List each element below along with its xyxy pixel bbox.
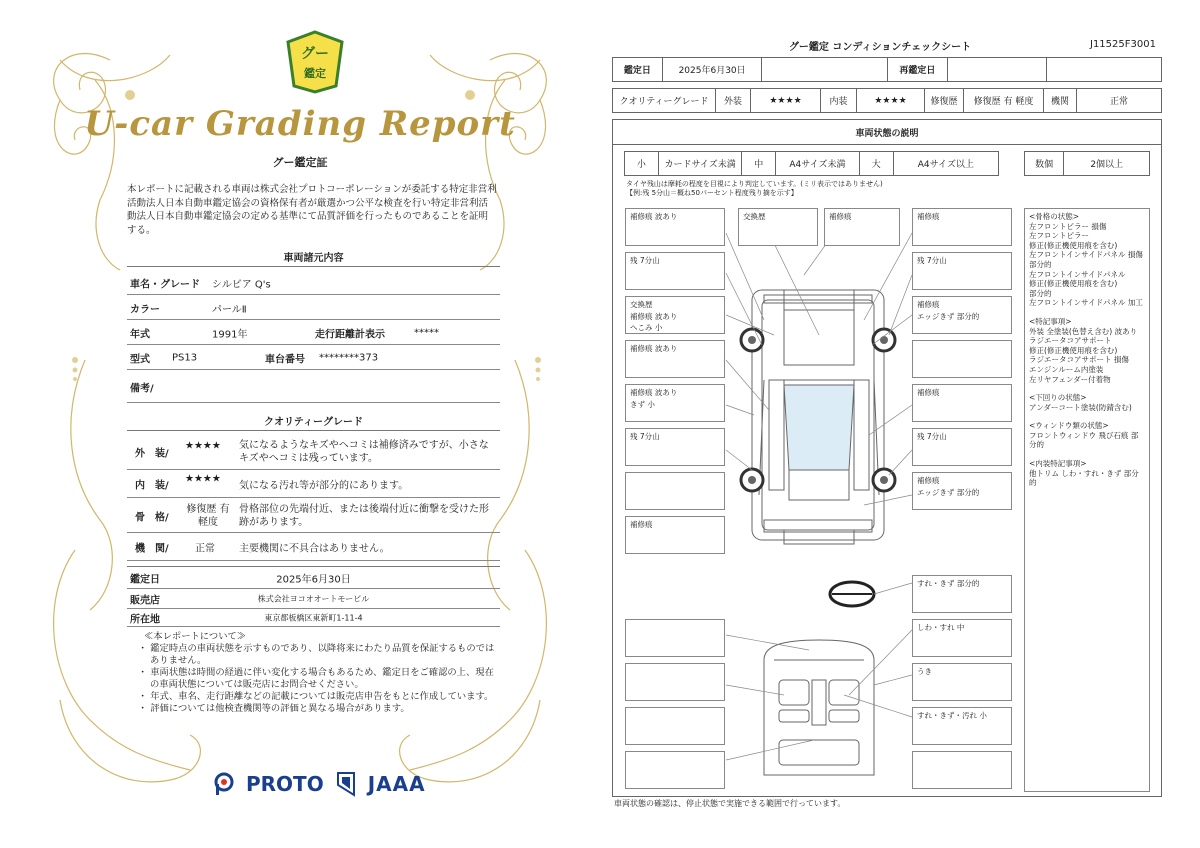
model-label: 型式 (130, 354, 150, 365)
appraisal-date-row (127, 568, 500, 589)
divider (127, 566, 500, 567)
spec-row-color (127, 296, 500, 320)
badge-bottom-text: 鑑定 (304, 67, 326, 80)
quality-grade-label: クオリティーグレード (613, 89, 716, 112)
quality-desc: 気になるようなキズやヘコミは補修済みですが、小さなキズやヘコミは残っています。 (239, 439, 489, 464)
note-line: ラジエータコアサポート (1029, 336, 1112, 346)
note-line: 部分的 (1029, 259, 1052, 269)
callout-box: 補修痕 波あり (625, 208, 725, 246)
callout-box: 補修痕 波あり (625, 340, 725, 378)
callout-box: 残 7分山 (625, 428, 725, 466)
quality-grade: 正常 (195, 543, 215, 555)
size-large-desc: A4サイズ以上 (917, 160, 974, 170)
interior-callout-box: すれ・きず 部分的 (912, 575, 1012, 613)
interior-callout-box (625, 663, 725, 701)
footer-logos (214, 768, 426, 800)
callout-box: 交換歴 補修痕 波あり へこみ 小 (625, 296, 725, 334)
size-medium: 中 (742, 152, 776, 175)
redate-label: 再鑑定日 (888, 58, 948, 81)
engine-value: 正常 (1109, 97, 1128, 107)
note-group-interior (1029, 459, 1145, 488)
size-large: 大 (860, 152, 894, 175)
note-line: 左フロントピラー 損傷 (1029, 221, 1107, 231)
note-group-underbody (1029, 393, 1145, 412)
model-value: PS13 (172, 352, 198, 363)
spec-row-model (127, 346, 500, 370)
jaaa-logo-icon (336, 771, 356, 797)
condition-notes (1024, 208, 1150, 792)
count-value: 2個以上 (1090, 160, 1124, 170)
remarks-label: 備考/ (130, 383, 154, 394)
quality-label: 内 装/ (135, 480, 169, 492)
report-title: U-car Grading Report (84, 104, 516, 144)
car-diagram (724, 205, 914, 795)
note-line: 左フロントインサイドパネル 加工 (1029, 298, 1143, 308)
size-small: 小 (625, 152, 659, 175)
interior-callout-box (912, 751, 1012, 789)
divider (127, 430, 500, 431)
report-notes (138, 631, 498, 715)
interior-callout-box: すれ・きず・汚れ 小 (912, 707, 1012, 745)
interior-callout-box (625, 707, 725, 745)
callout-box: 残 7分山 (625, 252, 725, 290)
callout-box: 補修痕 エッジきず 部分的 (912, 296, 1012, 334)
year-value: 1991年 (212, 329, 248, 340)
proto-logo-text: PROTO (246, 772, 324, 796)
size-small-desc: カードサイズ未満 (659, 152, 743, 175)
interior-callout-box: しわ・すれ 中 (912, 619, 1012, 657)
note-line: フロントウィンドウ 飛び石痕 部分的 (1029, 430, 1139, 450)
repair-label: 修復歴 (925, 89, 964, 112)
note-line: 部分的 (1029, 288, 1052, 298)
note-line: エンジンルーム内塗装 (1029, 364, 1104, 374)
address-label: 所在地 (130, 614, 160, 625)
callout-box: 補修痕 (625, 516, 725, 554)
repair-value: 修復歴 有 軽度 (964, 89, 1044, 112)
callout-box: 残 7分山 (912, 252, 1012, 290)
callout-box: 補修痕 (824, 208, 900, 246)
callout-box: 補修痕 波あり きず 小 (625, 384, 725, 422)
dealer-label: 販売店 (130, 595, 160, 606)
quality-desc: 主要機関に不具合はありません。 (239, 543, 390, 555)
interior-value: ★★★★ (857, 89, 925, 112)
quality-row-frame (127, 499, 500, 533)
note-item: ・ 鑑定時点の車両状態を示すものであり、以降将来にわたり品質を保証するものではありません。 (138, 643, 495, 666)
note-group-frame (1029, 212, 1145, 308)
callout-box: 交換歴 (738, 208, 818, 246)
quality-desc: 骨格部位の先端付近、または後端付近に衝撃を受けた形跡があります。 (239, 503, 489, 528)
quality-label: 機 関/ (135, 543, 169, 555)
spec-row-remarks (127, 371, 500, 403)
note-group-special (1029, 317, 1145, 384)
redate-value (948, 58, 1048, 81)
callout-box (625, 472, 725, 510)
note-item: ・ 車両状態は時間の経過に伴い変化する場合もあるため、鑑定日をご確認の上、現在の車両状態については販売店にお問合せください。 (138, 667, 494, 690)
size-medium-desc: A4サイズ未満 (776, 152, 860, 175)
callout-box: 残 7分山 (912, 428, 1012, 466)
quality-grade: ★★★★ (185, 440, 221, 452)
appraisal-date-label: 鑑定日 (130, 574, 160, 586)
interior-callout-box (625, 619, 725, 657)
blank-cell (762, 58, 888, 81)
note-line: 左フロントインサイドパネル 損傷 (1029, 250, 1143, 260)
note-line: ラジエータコアサポート 損傷 (1029, 355, 1129, 365)
quality-row-engine (127, 534, 500, 561)
mileage-label: 走行距離計表示 (315, 329, 385, 340)
tire-note-line: 【例:残 5分山＝概ね50パーセント程度残り摘を示す】 (626, 189, 798, 197)
engine-label: 機関 (1044, 89, 1077, 112)
tire-note (626, 180, 883, 198)
note-line: アンダーコート塗装(防錆含む) (1029, 402, 1132, 412)
sheet-title: グー鑑定 コンディションチェックシート (788, 42, 972, 53)
address-value: 東京都板橋区東新町1-11-4 (264, 613, 363, 622)
count-label: 数個 (1025, 152, 1064, 175)
date-value: 2025年6月30日 (663, 58, 763, 81)
note-group-heading: <内装特記事項> (1029, 459, 1087, 469)
interior-callout-box (625, 751, 725, 789)
exterior-label: 外装 (716, 89, 751, 112)
state-heading: 車両状態の説明 (613, 120, 1161, 145)
callout-box: 補修痕 (912, 208, 1012, 246)
badge-top-text: グー (301, 46, 329, 62)
dealer-value: 株式会社ヨコオオートモービル (257, 594, 370, 603)
quality-grade: 修復歴 有 軽度 (186, 503, 230, 528)
interior-callout-box: うき (912, 663, 1012, 701)
quality-label: 外 装/ (135, 448, 169, 459)
quality-heading: クオリティーグレード (264, 417, 363, 428)
quality-row-exterior (127, 434, 500, 470)
note-line: 外装 全塗装(色替え含む) 波あり (1029, 326, 1138, 336)
steering-wheel-icon (830, 582, 874, 606)
color-label: カラー (130, 304, 160, 315)
note-group-windows (1029, 421, 1145, 450)
name-value: シルビア Q's (212, 279, 271, 290)
callout-box: 補修痕 (912, 384, 1012, 422)
note-line: 左フロントピラー (1029, 231, 1089, 241)
callout-box: 補修痕 エッジきず 部分的 (912, 472, 1012, 510)
note-group-heading: <骨格の状態> (1029, 212, 1080, 221)
name-label: 車名・グレード (130, 279, 200, 290)
note-item: ・ 年式、車名、走行距離などの記載については販売店申告をもとに作成しています。 (138, 691, 494, 702)
report-subtitle: グー鑑定証 (272, 156, 328, 169)
grade-table (612, 88, 1162, 113)
specs-heading: 車両諸元内容 (283, 253, 344, 264)
spec-row-year (127, 321, 500, 345)
mileage-value: ***** (414, 327, 439, 338)
date-label: 鑑定日 (613, 58, 663, 81)
interior-label: 内装 (821, 89, 857, 112)
notes-heading: ≪本レポートについて≫ (144, 631, 247, 642)
exterior-value: ★★★★ (751, 89, 821, 112)
note-group-heading: <下回りの状態> (1029, 393, 1087, 403)
sheet-footer: 車両状態の確認は、停止状態で実施できる範囲で行っています。 (614, 799, 846, 808)
quality-label: 骨 格/ (135, 512, 169, 523)
note-item: ・ 評価については他検査機関等の評価と異なる場合があります。 (138, 703, 410, 714)
appraisal-date-value: 2025年6月30日 (276, 574, 351, 586)
address-row (127, 609, 500, 627)
size-legend-table (624, 151, 999, 176)
note-line: 左フロントインサイドパネル (1029, 269, 1126, 279)
year-label: 年式 (130, 329, 150, 340)
quality-grade: ★★★★ (185, 473, 221, 485)
dealer-row (127, 589, 500, 609)
date-table (612, 57, 1162, 82)
spec-row-name (127, 271, 500, 295)
sheet-id: J11525F3001 (1090, 39, 1156, 50)
note-line: 修正(修正機使用痕を含む) (1029, 240, 1118, 250)
count-legend-table (1024, 151, 1150, 176)
certification-text: 本レポートに記載される車両は株式会社プロトコーポレーションが委託する特定非営利活動法人日本自動車鑑定協会の資格保有者が厳選かつ公平な検査を行い特定非営利活動法人日本自動車鑑定協会の定める基準にて品質評価を行ったものであることを証明する。 (127, 184, 497, 236)
goo-appraisal-badge (286, 30, 344, 94)
note-group-heading: <ウィンドウ類の状態> (1029, 421, 1109, 431)
quality-desc: 気になる汚れ等が部分的にあります。 (239, 480, 409, 492)
blank-cell (1047, 58, 1161, 81)
quality-row-interior (127, 471, 500, 498)
chassis-value: ********373 (319, 352, 379, 363)
chassis-label: 車台番号 (265, 354, 305, 365)
color-value: パールⅡ (212, 304, 247, 315)
proto-logo-icon (214, 772, 234, 796)
divider (127, 266, 500, 267)
note-group-heading: <特記事項> (1029, 316, 1072, 326)
note-line: 修正(修正機使用痕を含む) (1029, 345, 1118, 355)
callout-box (912, 340, 1012, 378)
note-line: 修正(修正機使用痕を含む) (1029, 279, 1118, 289)
note-line: 左リヤフェンダー付着物 (1029, 374, 1111, 384)
note-line: 他トリム しわ・すれ・きず 部分的 (1029, 468, 1139, 488)
jaaa-logo-text: JAAA (367, 772, 426, 796)
tire-note-line: タイヤ残山は摩耗の程度を目視により判定しています。(ミリ表示ではありません) (626, 180, 883, 188)
